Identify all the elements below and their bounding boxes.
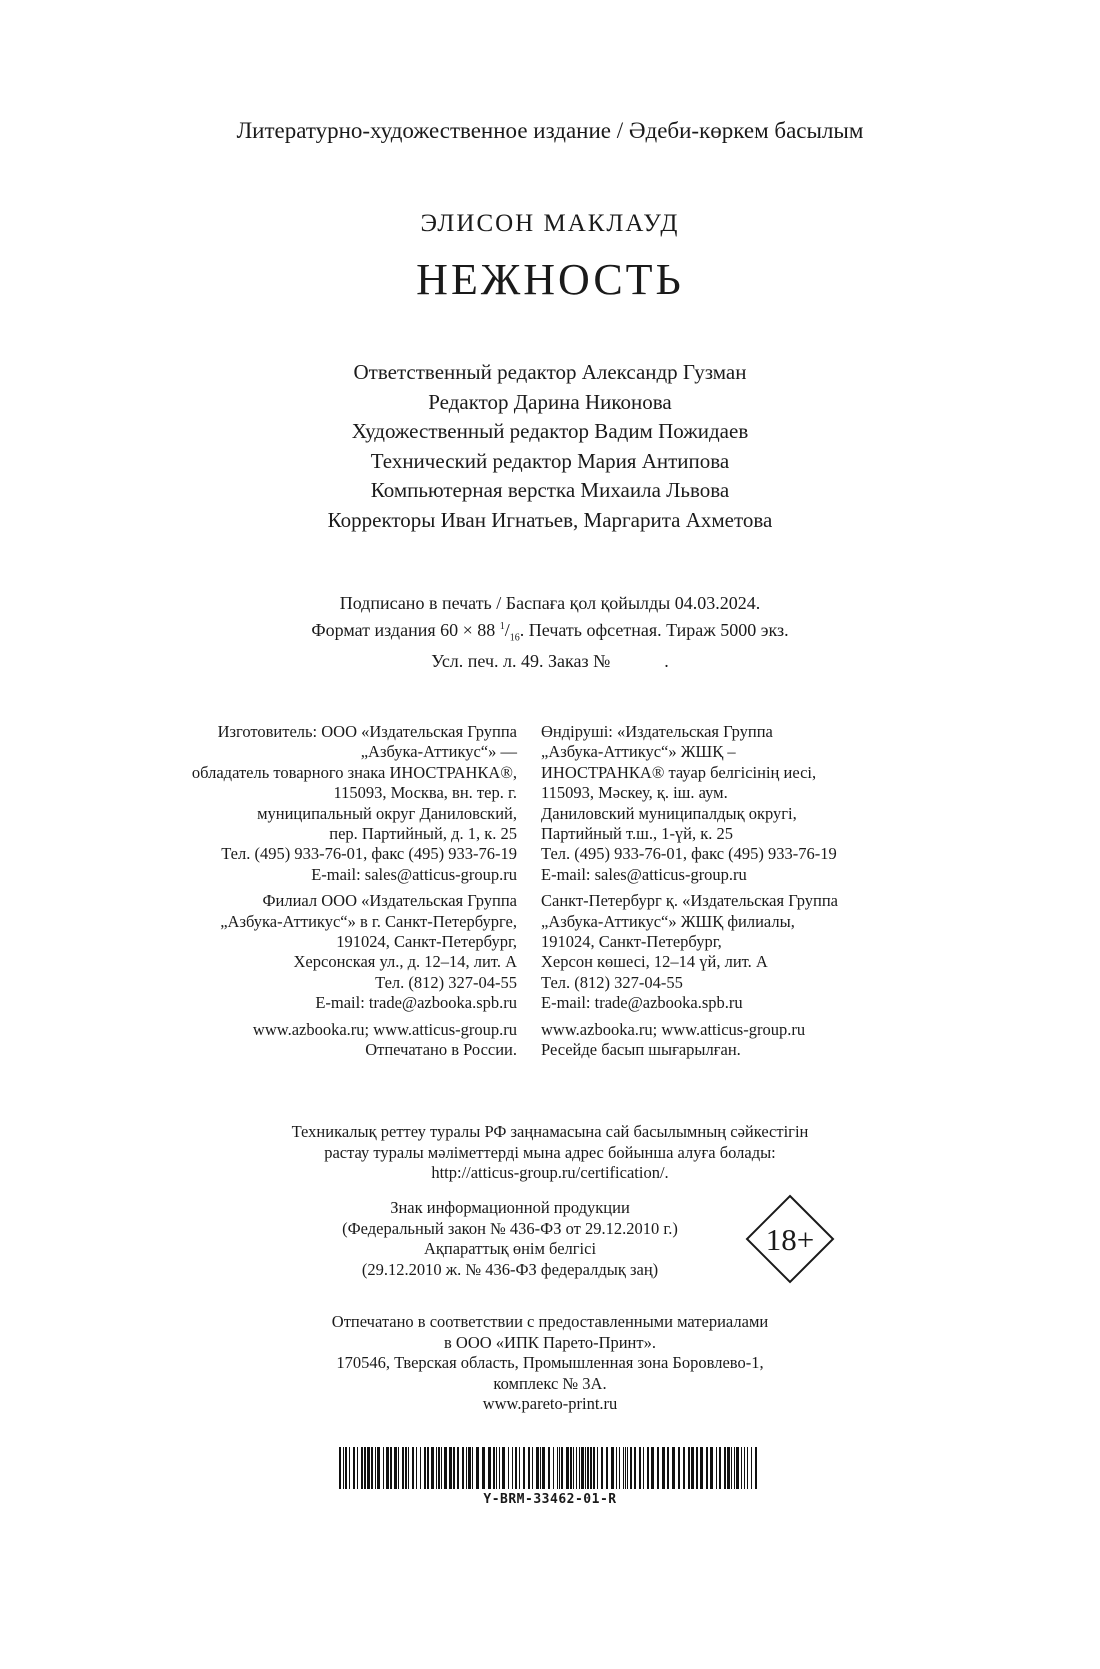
text-line: Знак информационной продукции [390,1198,630,1217]
text-line: „Азбука-Аттикус“» ЖШҚ филиалы, [541,911,795,931]
print-info-signed: Подписано в печать / Баспаға қол қойылды 04.03.2024. [339,593,761,613]
text-line: 191024, Санкт-Петербург, [336,932,517,952]
text-line: (Федеральный закон № 436-ФЗ от 29.12.2010 г.) [342,1218,678,1238]
text-line: E-mail: sales@atticus-group.ru [541,864,747,884]
credit-line: Ответственный редактор Александр Гузман [353,360,747,384]
column-kazakh [541,722,961,1067]
text-line: Херсонская ул., д. 12–14, лит. А [293,952,517,972]
text-line: 115093, Москва, вн. тер. г. [333,783,517,803]
text-line: Ақпараттық өнім белгісі [423,1239,597,1258]
text-line: 115093, Мәскеу, қ. іш. аум. [541,783,728,803]
text-line: Отпечатано в России. [365,1040,517,1060]
text-line: Өндіруші: «Издательская Группа [541,722,773,741]
text-line: Изготовитель: ООО «Издательская Группа [217,722,517,741]
credit-line: Корректоры Иван Игнатьев, Маргарита Ахметова [327,507,773,532]
branch-block-kz [541,891,961,1013]
text-line: ИНОСТРАНКА® тауар белгісінің иесі, [541,762,817,782]
info-sign-note [0,1198,1100,1280]
text-line: „Азбука-Аттикус“» в г. Санкт-Петербурге, [220,911,517,931]
text-line: Филиал ООО «Издательская Группа [262,891,517,911]
text-line: Партийный т.ш., 1-үй, к. 25 [541,824,734,844]
column-russian [0,722,517,1067]
text-line: Тел. (812) 327-04-55 [375,972,517,992]
text-line: Ресейде басып шығарылған. [541,1040,741,1060]
text-line: Техникалық реттеу туралы РФ заңнамасына сай басылымның сәйкестігін [291,1122,809,1141]
barcode-text: Y-BRM-33462-01-R [483,1492,617,1507]
text-line: 191024, Санкт-Петербург, [541,932,722,952]
edition-type: Литературно-художественное издание / Әдеби-көркем басылым [236,118,864,143]
text-line: 170546, Тверская область, Промышленная зона Боровлево-1, [336,1353,764,1372]
printer-website: www.pareto-print.ru [482,1394,618,1413]
credits-list [0,358,1100,535]
print-info-order: Усл. печ. л. 49. Заказ № . [431,650,669,671]
credit-line: Художественный редактор Вадим Пожидаев [351,419,749,443]
manufacturer-block-kz [541,722,961,885]
text-line: пер. Партийный, д. 1, к. 25 [329,824,517,844]
text-line: Херсон көшесі, 12–14 үй, лит. А [541,952,768,972]
text-line: Тел. (812) 327-04-55 [541,972,683,992]
text-line: E-mail: trade@azbooka.spb.ru [315,993,517,1013]
text-line: „Азбука-Аттикус“» ЖШҚ – [541,742,736,762]
book-title: НЕЖНОСТЬ [416,255,684,304]
manufacturer-block-ru [0,722,517,885]
text-line: Даниловский муниципалдық округі, [541,803,797,823]
printer-info [0,1312,1100,1415]
text-line: Тел. (495) 933-76-01, факс (495) 933-76-19 [541,844,837,864]
text-line: „Азбука-Аттикус“» — [360,742,517,762]
barcode-icon [339,1447,762,1489]
web-block-kz [541,1020,961,1061]
text-line: www.azbooka.ru; www.atticus-group.ru [541,1019,806,1039]
text-line: в ООО «ИПК Парето-Принт». [444,1332,656,1352]
credit-line: Компьютерная верстка Михаила Львова [370,478,730,502]
age-rating-text: 18+ [765,1222,815,1257]
branch-block-ru [0,891,517,1013]
text-line: (29.12.2010 ж. № 436-ФЗ федералдық заң) [361,1259,659,1279]
credit-line: Редактор Дарина Никонова [428,389,672,414]
text-line: E-mail: trade@azbooka.spb.ru [541,993,743,1013]
certification-link: http://atticus-group.ru/certification/. [431,1163,669,1182]
web-block-ru [0,1020,517,1061]
text-line: комплекс № 3А. [493,1373,607,1393]
credit-line: Технический редактор Мария Антипова [370,448,730,473]
age-rating-badge [745,1194,835,1284]
certification-note [0,1122,1100,1184]
text-line: E-mail: sales@atticus-group.ru [311,864,517,884]
text-line: Отпечатано в соответствии с предоставленными материалами [331,1312,769,1331]
text-line: www.azbooka.ru; www.atticus-group.ru [252,1019,517,1039]
print-info-format: Формат издания 60 × 88 $^1/_{16}$. Печать офсетная. Тираж 5000 экз. [311,620,789,644]
format-fraction-numerator: 1 [499,621,505,632]
text-line: Санкт-Петербург қ. «Издательская Группа [541,891,838,911]
text-line: обладатель товарного знака ИНОСТРАНКА®, [191,762,517,782]
text-line: растау туралы мәліметтерді мына адрес бойынша алуға болады: [324,1142,776,1162]
print-info [0,592,1100,673]
author-name: ЭЛИСОН МАКЛАУД [420,210,680,237]
format-suffix: . Печать офсетная. Тираж 5000 экз. [519,620,789,640]
text-line: муниципальный округ Даниловский, [257,803,517,823]
text-line: Тел. (495) 933-76-01, факс (495) 933-76-19 [221,844,517,864]
format-prefix: Формат издания 60 × 88 [311,620,500,640]
format-fraction-denominator: 16 [509,632,520,644]
